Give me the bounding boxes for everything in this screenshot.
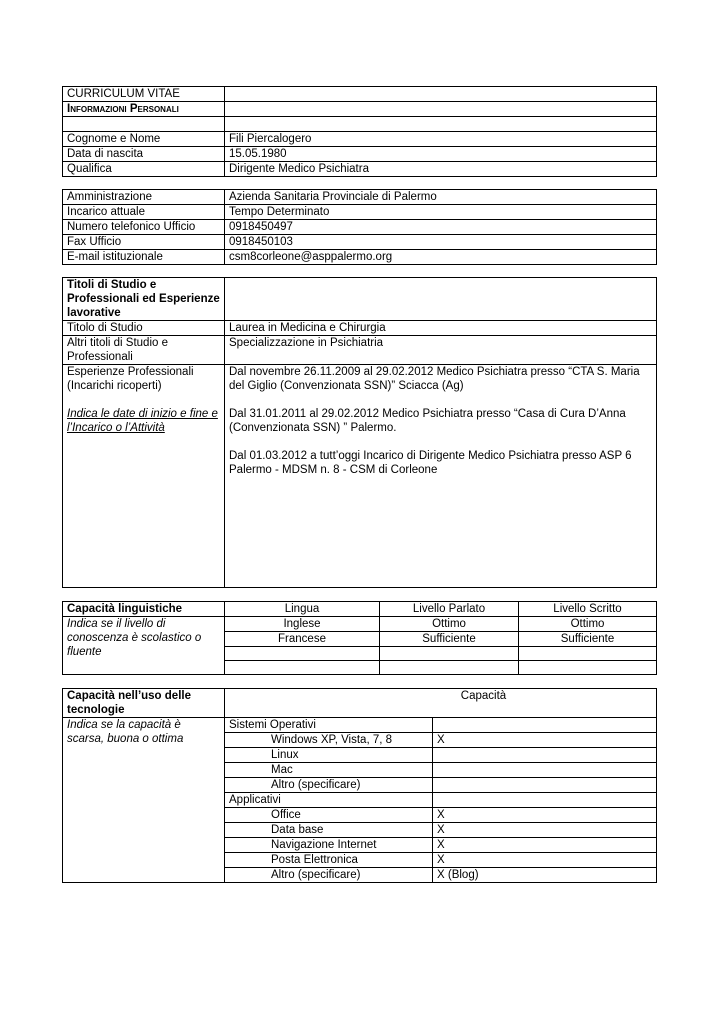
degree-label: Titolo di Studio [63, 321, 225, 336]
fax-value: 0918450103 [225, 235, 657, 250]
position-label: Incarico attuale [63, 205, 225, 220]
qualification-value: Dirigente Medico Psichiatra [225, 162, 657, 177]
languages-heading: Capacità linguistiche [63, 602, 225, 617]
tech-mark: X (Blog) [433, 868, 657, 883]
tech-item: Altro (specificare) [225, 778, 433, 793]
education-heading: Titoli di Studio e Professionali ed Esperienze lavorative [63, 278, 225, 321]
fax-label: Fax Ufficio [63, 235, 225, 250]
cv-title: CURRICULUM VITAE [63, 87, 225, 102]
tech-item: Altro (specificare) [225, 868, 433, 883]
name-value: Fili Piercalogero [225, 132, 657, 147]
tech-mark: X [433, 853, 657, 868]
languages-hint: Indica se il livello di conoscenza è scolastico o fluente [63, 617, 225, 675]
languages-table [62, 601, 657, 675]
tech-heading: Capacità nell’uso delle tecnologie [63, 689, 225, 718]
tech-item: Navigazione Internet [225, 838, 433, 853]
tech-item: Linux [225, 748, 433, 763]
name-label: Cognome e Nome [63, 132, 225, 147]
col-written-level: Livello Scritto [519, 602, 657, 617]
apps-group: Applicativi [225, 793, 433, 808]
tech-item: Mac [225, 763, 433, 778]
tech-mark: X [433, 733, 657, 748]
position-value: Tempo Determinato [225, 205, 657, 220]
written-level: Sufficiente [519, 632, 657, 647]
spoken-level: Sufficiente [380, 632, 519, 647]
personal-info-table [62, 86, 657, 177]
birthdate-value: 15.05.1980 [225, 147, 657, 162]
administration-value: Azienda Sanitaria Provinciale di Palermo [225, 190, 657, 205]
qualification-label: Qualifica [63, 162, 225, 177]
tech-item: Office [225, 808, 433, 823]
experience-label: Esperienze Professionali (Incarichi ricoperti) [67, 366, 194, 392]
tech-mark: X [433, 823, 657, 838]
col-spoken-level: Livello Parlato [380, 602, 519, 617]
administration-label: Amministrazione [63, 190, 225, 205]
tech-mark [433, 763, 657, 778]
email-value: csm8corleone@asppalermo.org [225, 250, 657, 265]
os-group: Sistemi Operativi [225, 718, 433, 733]
experience-item: Dal novembre 26.11.2009 al 29.02.2012 Medico Psichiatra presso “CTA S. Maria del Giglio (Convenzionata SSN)” Sciacca (Ag) [229, 366, 640, 392]
tech-mark: X [433, 808, 657, 823]
tech-item: Data base [225, 823, 433, 838]
tech-item: Windows XP, Vista, 7, 8 [225, 733, 433, 748]
degree-value: Laurea in Medicina e Chirurgia [225, 321, 657, 336]
spoken-level: Ottimo [380, 617, 519, 632]
phone-label: Numero telefonico Ufficio [63, 220, 225, 235]
written-level: Ottimo [519, 617, 657, 632]
phone-value: 0918450497 [225, 220, 657, 235]
experience-hint: Indica le date di inizio e fine e l’Incarico o l’Attività [67, 408, 218, 434]
experience-item: Dal 31.01.2011 al 29.02.2012 Medico Psichiatra presso “Casa di Cura D’Anna (Convenzionata SSN) ” Palermo. [229, 408, 626, 434]
tech-hint: Indica se la capacità è scarsa, buona o ottima [63, 718, 225, 883]
experience-item: Dal 01.03.2012 a tutt’oggi Incarico di Dirigente Medico Psichiatra presso ASP 6 Palermo - MDSM n. 8 - CSM di Corleone [229, 450, 632, 476]
work-info-table [62, 189, 657, 265]
tech-mark [433, 778, 657, 793]
email-label: E-mail istituzionale [63, 250, 225, 265]
language-name: Inglese [225, 617, 380, 632]
experience-label-cell [63, 365, 225, 588]
col-language: Lingua [225, 602, 380, 617]
birthdate-label: Data di nascita [63, 147, 225, 162]
language-name: Francese [225, 632, 380, 647]
experience-list [225, 365, 657, 588]
tech-mark: X [433, 838, 657, 853]
tech-mark [433, 748, 657, 763]
personal-info-heading: Informazioni Personali [63, 102, 225, 117]
other-titles-label: Altri titoli di Studio e Professionali [63, 336, 225, 365]
other-titles-value: Specializzazione in Psichiatria [225, 336, 657, 365]
tech-skills-table [62, 688, 657, 883]
education-table [62, 277, 657, 588]
tech-item: Posta Elettronica [225, 853, 433, 868]
col-capacity: Capacità [225, 689, 657, 718]
